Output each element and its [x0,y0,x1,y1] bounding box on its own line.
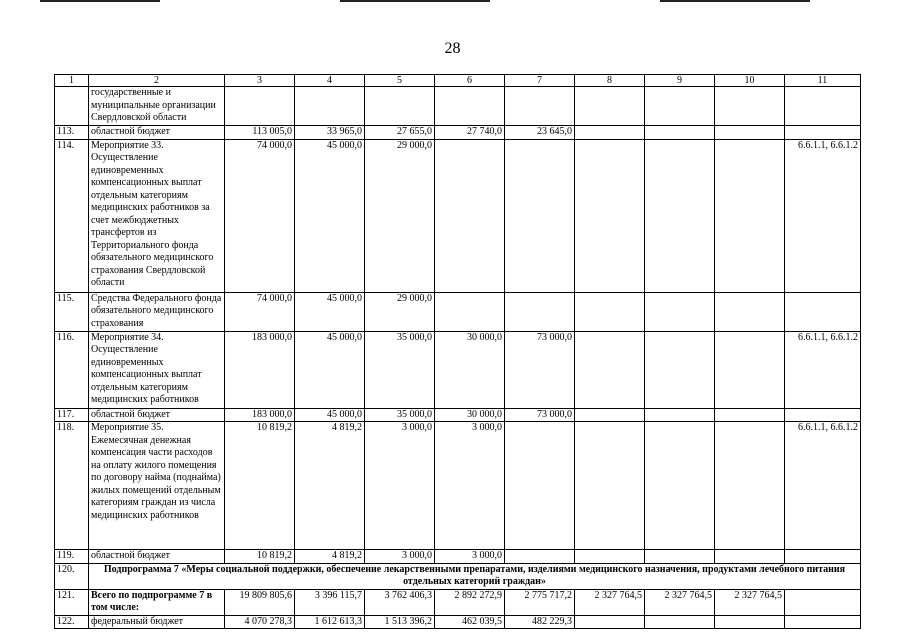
value-cell-9 [645,139,715,292]
value-cell-6: 2 892 272,9 [435,589,505,615]
value-cell-10 [715,331,785,408]
target-ref: 6.6.1.1, 6.6.1.2 [785,422,861,550]
target-ref [785,87,861,126]
header-cell-7: 7 [505,75,575,87]
value-cell-8 [575,550,645,564]
value-cell-3: 183 000,0 [225,408,295,422]
row-name: Мероприятие 35. Ежемесячная денежная компенсация части расходов на оплату жилого помещения по договору найма (поднайма) жилых помещений отдельным категориям граждан из числа медицинских работников [89,422,225,550]
subprogram-title: Подпрограмма 7 «Меры социальной поддержки, обеспечение лекарственными препаратами, изделиями медицинского назначения, продуктами лечебного питания отдельных категорий граждан» [89,563,861,589]
value-cell-9 [645,550,715,564]
value-cell-6: 462 039,5 [435,615,505,629]
value-cell-4: 4 819,2 [295,422,365,550]
top-rule-left [40,0,160,2]
value-cell-3: 183 000,0 [225,331,295,408]
value-cell-6: 3 000,0 [435,422,505,550]
table-row [55,422,861,550]
value-cell-4: 1 612 613,3 [295,615,365,629]
target-ref: 6.6.1.1, 6.6.1.2 [785,139,861,292]
row-number: 113. [55,126,89,140]
table-row [55,408,861,422]
value-cell-9 [645,87,715,126]
value-cell-9 [645,126,715,140]
value-cell-7: 2 775 717,2 [505,589,575,615]
value-cell-10: 2 327 764,5 [715,589,785,615]
value-cell-9 [645,408,715,422]
value-cell-8 [575,422,645,550]
value-cell-9 [645,292,715,331]
value-cell-8 [575,139,645,292]
target-ref [785,292,861,331]
row-name: областной бюджет [89,550,225,564]
row-number: 120. [55,563,89,589]
row-name: Средства Федерального фонда обязательного медицинского страхования [89,292,225,331]
row-number: 115. [55,292,89,331]
top-rule-right [660,0,810,2]
table-row [55,589,861,615]
top-rule-mid [340,0,490,2]
value-cell-5: 3 000,0 [365,422,435,550]
value-cell-5: 1 513 396,2 [365,615,435,629]
value-cell-10 [715,422,785,550]
value-cell-9 [645,331,715,408]
value-cell-8 [575,292,645,331]
value-cell-7: 73 000,0 [505,408,575,422]
header-cell-3: 3 [225,75,295,87]
value-cell-3: 74 000,0 [225,292,295,331]
row-number: 118. [55,422,89,550]
value-cell-4: 45 000,0 [295,292,365,331]
table-row [55,331,861,408]
value-cell-6 [435,292,505,331]
value-cell-8 [575,87,645,126]
target-ref [785,550,861,564]
value-cell-10 [715,126,785,140]
value-cell-5: 35 000,0 [365,331,435,408]
row-number: 116. [55,331,89,408]
value-cell-8 [575,126,645,140]
value-cell-7 [505,422,575,550]
row-name: федеральный бюджет [89,615,225,629]
table-row [55,87,861,126]
target-ref [785,589,861,615]
target-ref: 6.6.1.1, 6.6.1.2 [785,331,861,408]
header-cell-6: 6 [435,75,505,87]
table-row [55,139,861,292]
value-cell-4: 45 000,0 [295,408,365,422]
value-cell-6 [435,87,505,126]
value-cell-7: 482 229,3 [505,615,575,629]
value-cell-3: 4 070 278,3 [225,615,295,629]
value-cell-4 [295,87,365,126]
value-cell-10 [715,139,785,292]
value-cell-8 [575,615,645,629]
value-cell-7 [505,292,575,331]
value-cell-4: 4 819,2 [295,550,365,564]
value-cell-4: 33 965,0 [295,126,365,140]
value-cell-5: 29 000,0 [365,139,435,292]
value-cell-6: 3 000,0 [435,550,505,564]
row-name: Мероприятие 33. Осуществление единовременных компенсационных выплат отдельным категориям медицинских работников за счет межбюджетных трансфертов из Территориального фонда обязательного медицинского страхования Свердловской области [89,139,225,292]
table-row [55,550,861,564]
value-cell-10 [715,615,785,629]
value-cell-4: 45 000,0 [295,331,365,408]
value-cell-9: 2 327 764,5 [645,589,715,615]
table-row [55,615,861,629]
row-number: 122. [55,615,89,629]
header-cell-10: 10 [715,75,785,87]
value-cell-10 [715,408,785,422]
table-row [55,292,861,331]
value-cell-4: 3 396 115,7 [295,589,365,615]
value-cell-3 [225,87,295,126]
page-number: 28 [444,40,461,57]
row-name: государственные и муниципальные организации Свердловской области [89,87,225,126]
value-cell-7: 23 645,0 [505,126,575,140]
value-cell-3: 10 819,2 [225,422,295,550]
value-cell-5: 3 000,0 [365,550,435,564]
header-cell-1: 1 [55,75,89,87]
value-cell-6: 27 740,0 [435,126,505,140]
row-name: Всего по подпрограмме 7 в том числе: [89,589,225,615]
value-cell-6 [435,139,505,292]
table-row [55,126,861,140]
value-cell-7 [505,139,575,292]
header-cell-5: 5 [365,75,435,87]
value-cell-8 [575,408,645,422]
value-cell-3: 19 809 805,6 [225,589,295,615]
value-cell-5: 27 655,0 [365,126,435,140]
row-number: 117. [55,408,89,422]
row-name: областной бюджет [89,408,225,422]
target-ref [785,615,861,629]
value-cell-5 [365,87,435,126]
value-cell-5: 29 000,0 [365,292,435,331]
row-number: 121. [55,589,89,615]
row-number [55,87,89,126]
header-cell-4: 4 [295,75,365,87]
value-cell-5: 3 762 406,3 [365,589,435,615]
value-cell-7 [505,87,575,126]
header-cell-9: 9 [645,75,715,87]
header-cell-11: 11 [785,75,861,87]
target-ref [785,126,861,140]
value-cell-3: 113 005,0 [225,126,295,140]
value-cell-4: 45 000,0 [295,139,365,292]
row-name: областной бюджет [89,126,225,140]
row-number: 114. [55,139,89,292]
row-number: 119. [55,550,89,564]
value-cell-3: 74 000,0 [225,139,295,292]
value-cell-7: 73 000,0 [505,331,575,408]
header-cell-8: 8 [575,75,645,87]
value-cell-10 [715,292,785,331]
subprogram-row [55,563,861,589]
value-cell-10 [715,87,785,126]
value-cell-6: 30 000,0 [435,408,505,422]
value-cell-6: 30 000,0 [435,331,505,408]
header-row [55,75,861,87]
target-ref [785,408,861,422]
value-cell-9 [645,615,715,629]
row-name: Мероприятие 34. Осуществление единовременных компенсационных выплат отдельным категориям медицинских работников [89,331,225,408]
budget-table [54,74,861,629]
value-cell-8 [575,331,645,408]
value-cell-10 [715,550,785,564]
value-cell-8: 2 327 764,5 [575,589,645,615]
header-cell-2: 2 [89,75,225,87]
value-cell-5: 35 000,0 [365,408,435,422]
value-cell-7 [505,550,575,564]
value-cell-9 [645,422,715,550]
value-cell-3: 10 819,2 [225,550,295,564]
